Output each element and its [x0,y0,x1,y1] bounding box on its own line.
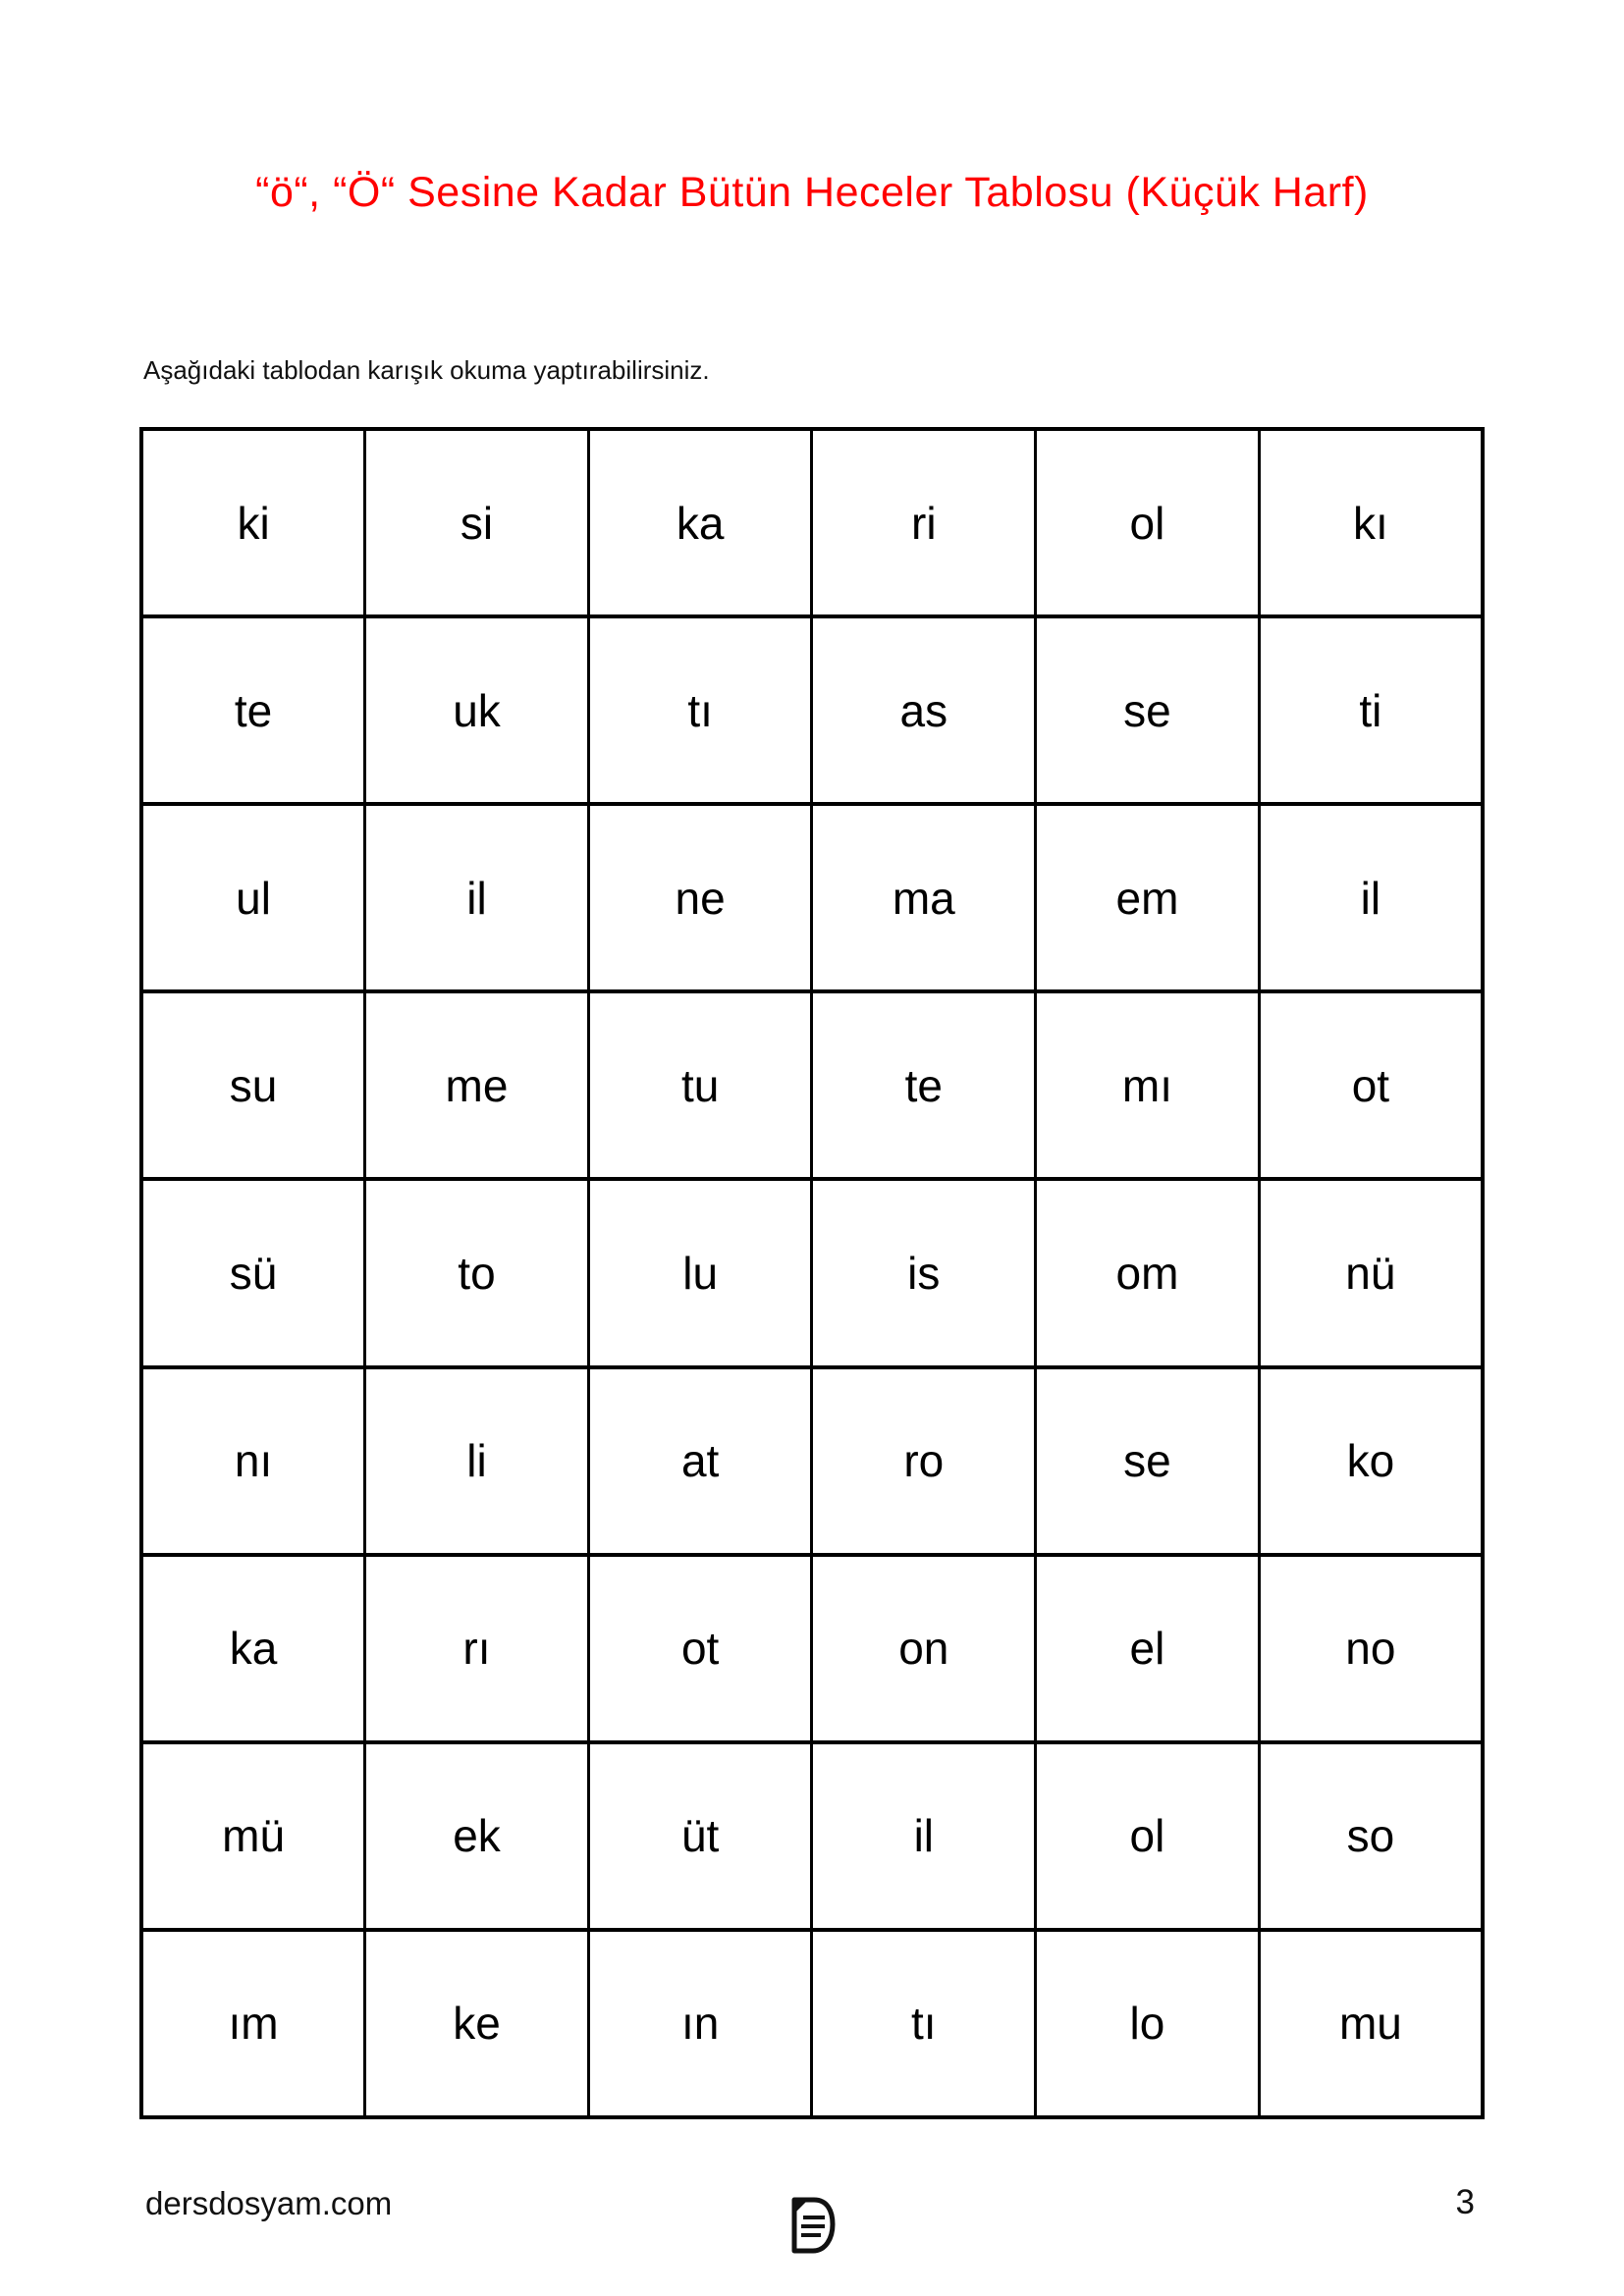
syllable-cell: lo [1036,1930,1260,2117]
syllable-cell: ot [588,1555,812,1742]
syllable-cell: om [1036,1179,1260,1366]
syllable-cell: ma [812,804,1036,991]
table-row [141,429,1483,616]
syllable-cell: il [1259,804,1483,991]
table-row [141,1367,1483,1555]
syllable-cell: kı [1259,429,1483,616]
table-row [141,1742,1483,1930]
instruction-text: Aşağıdaki tablodan karışık okuma yaptırabilirsiniz. [143,355,710,385]
syllable-cell: el [1036,1555,1260,1742]
syllable-table [139,427,1485,2119]
syllable-cell: to [365,1179,589,1366]
syllable-cell: rı [365,1555,589,1742]
syllable-cell: uk [365,616,589,804]
syllable-cell: il [812,1742,1036,1930]
syllable-cell: te [141,616,365,804]
syllable-cell: ri [812,429,1036,616]
table-row [141,804,1483,991]
syllable-cell: ki [141,429,365,616]
syllable-cell: ul [141,804,365,991]
syllable-cell: ko [1259,1367,1483,1555]
syllable-cell: at [588,1367,812,1555]
syllable-cell: si [365,429,589,616]
syllable-cell: mı [1036,991,1260,1179]
syllable-cell: se [1036,1367,1260,1555]
table-row [141,991,1483,1179]
syllable-cell: ın [588,1930,812,2117]
syllable-cell: ti [1259,616,1483,804]
syllable-cell: so [1259,1742,1483,1930]
syllable-cell: ım [141,1930,365,2117]
syllable-cell: li [365,1367,589,1555]
syllable-cell: mü [141,1742,365,1930]
syllable-cell: tu [588,991,812,1179]
syllable-cell: em [1036,804,1260,991]
syllable-cell: ol [1036,429,1260,616]
syllable-cell: ka [141,1555,365,1742]
syllable-cell: lu [588,1179,812,1366]
syllable-cell: nı [141,1367,365,1555]
syllable-cell: ro [812,1367,1036,1555]
table-row [141,616,1483,804]
footer-website: dersdosyam.com [145,2185,393,2221]
syllable-cell: tı [812,1930,1036,2117]
table-row [141,1179,1483,1366]
syllable-cell: no [1259,1555,1483,1742]
syllable-cell: tı [588,616,812,804]
page-number: 3 [1455,2183,1475,2221]
syllable-cell: ol [1036,1742,1260,1930]
syllable-cell: ne [588,804,812,991]
syllable-cell: ka [588,429,812,616]
table-row [141,1555,1483,1742]
syllable-cell: mu [1259,1930,1483,2117]
syllable-cell: as [812,616,1036,804]
syllable-cell: is [812,1179,1036,1366]
document-logo-icon [788,2197,836,2254]
syllable-cell: ot [1259,991,1483,1179]
syllable-cell: te [812,991,1036,1179]
syllable-cell: nü [1259,1179,1483,1366]
table-row [141,1930,1483,2117]
page-title: “ö“, “Ö“ Sesine Kadar Bütün Heceler Tablosu (Küçük Harf) [255,169,1369,216]
syllable-cell: ek [365,1742,589,1930]
syllable-cell: il [365,804,589,991]
syllable-cell: se [1036,616,1260,804]
syllable-cell: su [141,991,365,1179]
syllable-cell: on [812,1555,1036,1742]
syllable-cell: me [365,991,589,1179]
syllable-cell: üt [588,1742,812,1930]
syllable-cell: ke [365,1930,589,2117]
syllable-cell: sü [141,1179,365,1366]
